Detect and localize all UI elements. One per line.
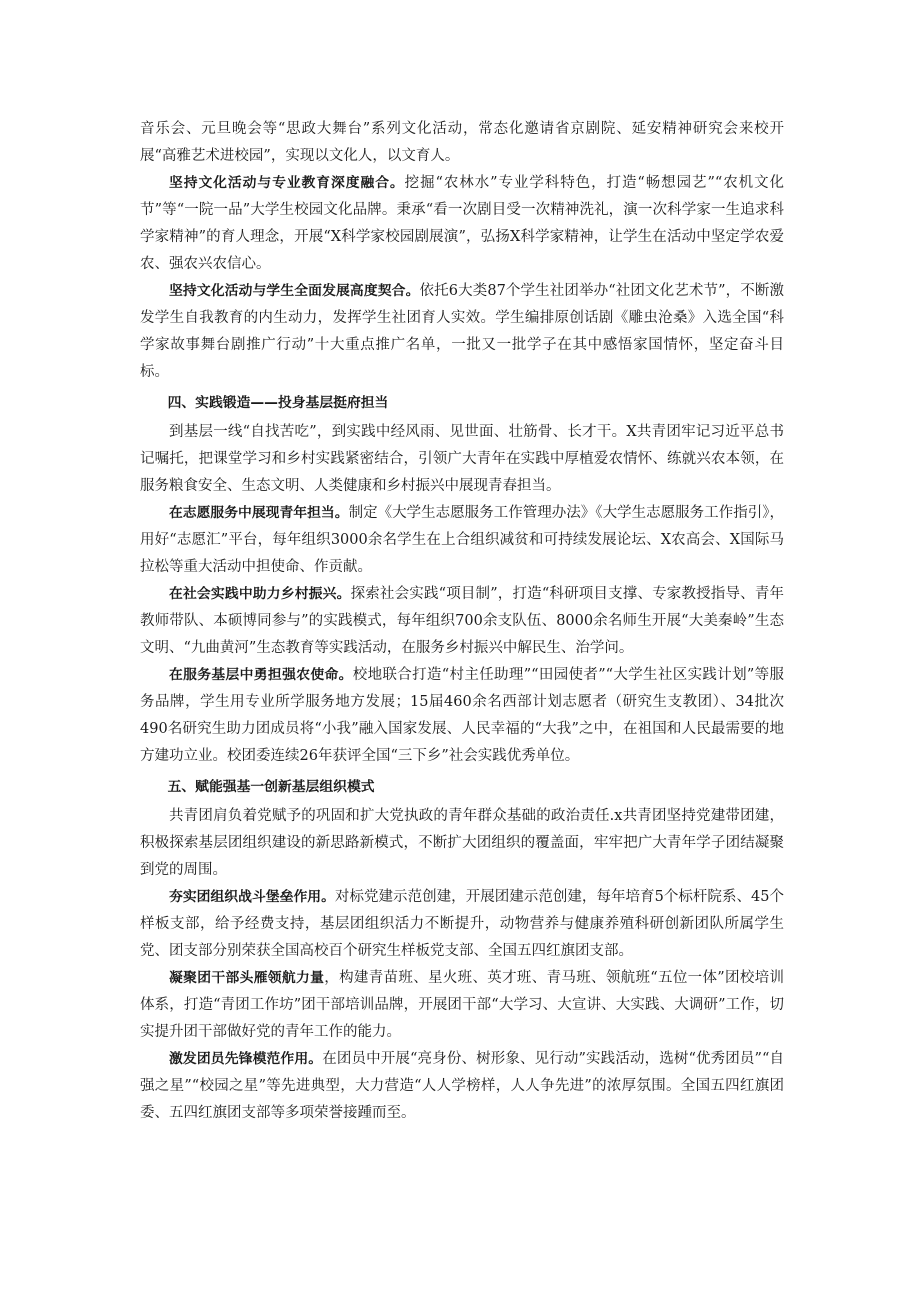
paragraph-members	[140, 1046, 784, 1127]
paragraph-lead: 坚持文化活动与专业教育深度融合。	[169, 175, 405, 191]
paragraph-culture-development	[140, 278, 784, 386]
paragraph-lead: 凝聚团干部头雁领航力量	[169, 970, 325, 986]
section-heading-4: 四、实践锻造——投身基层挺府担当	[167, 395, 389, 411]
paragraph-organization-intro	[140, 803, 784, 884]
paragraph-text: 到基层一线“自找苦吃”，到实践中经风雨、见世面、壮筋骨、长才干。X共青团牢记习近平总书记嘱托，把课堂学习和乡村实践紧密结合，引领广大青年在实践中厚植爱农情怀、练就兴农本领，在服务粮食安全、生态文明、人类健康和乡村振兴中展现青春担当。	[140, 424, 784, 494]
paragraph-text: 校地联合打造“村主任助理”“田园使者”“大学生社区实践计划”等服务品牌，学生用专业所学服务地方发展；15届460余名西部计划志愿者（研究生支教团）、34批次490名研究生助力团成员将“小我”融入国家发展、人民幸福的“大我”之中，在祖国和人民最需要的地方建功立业。校团委连续26年获评全国“三下乡”社会实践优秀单位。	[140, 667, 784, 764]
paragraph-lead: 夯实团组织战斗堡垒作用。	[169, 889, 335, 905]
paragraph-text: 挖掘“农林水”专业学科特色，打造“畅想园艺”“农机文化节”等“一院一品”大学生校园文化品牌。秉承“看一次剧目受一次精神洗礼，演一次科学家一生追求科学家精神”的育人理念，开展“X科学家校园剧展演”，弘扬X科学家精神，让学生在活动中坚定学农爱农、强农兴农信心。	[140, 175, 785, 272]
paragraph-text: 探索社会实践“项目制”，打造“科研项目支撑、专家教授指导、青年教师带队、本硕博同参与”的实践模式，每年组织700余支队伍、8000余名师生开展“大美秦岭”生态文明、“九曲黄河”生态教育等实践活动，在服务乡村振兴中解民生、治学问。	[140, 586, 784, 656]
paragraph-text: 在团员中开展“亮身份、树形象、见行动”实践活动，选树“优秀团员”“自强之星”“校园之星”等先进典型，大力营造“人人学榜样，人人争先进”的浓厚氛围。全国五四红旗团委、五四红旗团支部等多项荣誉接踵而至。	[140, 1051, 785, 1121]
paragraph-text: 依托6大类87个学生社团举办“社团文化艺术节”，不断激发学生自我教育的内生动力，发挥学生社团育人实效。学生编排原创话剧《雕虫沧桑》入选全国“科学家故事舞台剧推广行动”十大重点推广名单，一批又一批学子在其中感悟家国情怀，坚定奋斗目标。	[140, 283, 785, 380]
paragraph-volunteer	[140, 500, 784, 581]
section-heading-5: 五、赋能强基一创新基层组织模式	[167, 779, 375, 795]
paragraph-practice-intro	[140, 419, 784, 500]
paragraph-lead: 激发团员先锋模范作用。	[169, 1051, 323, 1067]
paragraph-text: ，构建青苗班、星火班、英才班、青马班、领航班“五位一体”团校培训体系，打造“青团工作坊”团干部培训品牌，开展团干部“大学习、大宣讲、大实践、大调研”工作，切实提升团干部做好党的青年工作的能力。	[140, 970, 784, 1040]
paragraph-text: 共青团肩负着党赋予的巩固和扩大党执政的青年群众基础的政治责任.x共青团坚持党建带团建，积极探索基层团组织建设的新思路新模式，不断扩大团组织的覆盖面，牢牢把广大青年学子团结凝聚到党的周围。	[140, 808, 784, 878]
paragraph-social-practice	[140, 581, 784, 662]
paragraph-text: 对标党建示范创建，开展团建示范创建，每年培育5个标杆院系、45个样板支部，给予经费支持，基层团组织活力不断提升，动物营养与健康养殖科研创新团队所属学生党、团支部分别荣获全国高校百个研究生样板党支部、全国五四红旗团支部。	[140, 889, 784, 959]
paragraph-cadres	[140, 965, 784, 1046]
paragraph-text: 制定《大学生志愿服务工作管理办法》《大学生志愿服务工作指引》，用好“志愿汇”平台，每年组织3000余名学生在上合组织减贫和可持续发展论坛、X农高会、X国际马拉松等重大活动中担使命、作贡献。	[140, 505, 785, 575]
document-page	[140, 116, 784, 1127]
paragraph-culture-education	[140, 170, 784, 278]
paragraph-lead: 坚持文化活动与学生全面发展高度契合。	[169, 283, 420, 299]
paragraph-lead: 在社会实践中助力乡村振兴。	[169, 586, 351, 602]
paragraph-continued	[140, 116, 784, 170]
paragraph-fortress	[140, 884, 784, 965]
paragraph-lead: 在志愿服务中展现青年担当。	[169, 505, 349, 521]
paragraph-text: 音乐会、元旦晚会等“思政大舞台”系列文化活动，常态化邀请省京剧院、延安精神研究会来校开展“高雅艺术进校园”，实现以文化人，以文育人。	[140, 121, 784, 164]
paragraph-lead: 在服务基层中勇担强农使命。	[169, 667, 353, 683]
paragraph-grassroots-service	[140, 662, 784, 770]
